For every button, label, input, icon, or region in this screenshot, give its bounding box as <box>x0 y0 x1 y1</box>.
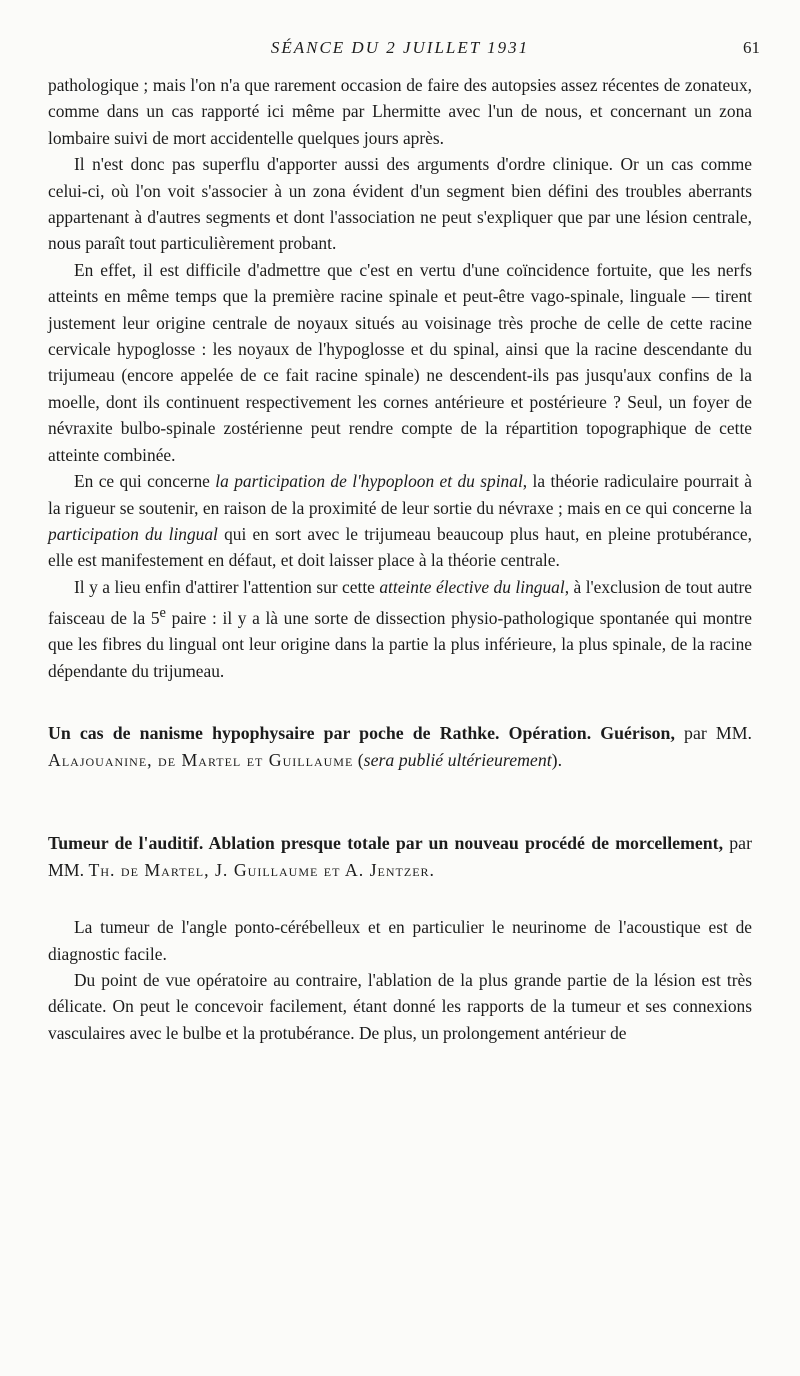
paragraph-continued: pathologique ; mais l'on n'a que rarement occasion de faire des autopsies assez récentes de zonateux, comme dans un cas rapporté ici même par Lhermitte avec l'un de nous, et concernant un zona lombaire suivi de mort accidentelle quelques jours après. <box>48 75 752 148</box>
text-run: , à l'exclusion de tout autre faisceau de la 5 <box>48 576 752 628</box>
running-title: SÉANCE DU 2 JUILLET 1931 <box>270 38 530 57</box>
section-authors: Alajouanine, de Martel et Guillaume <box>48 750 354 771</box>
paragraph-diagnosis: La tumeur de l'angle ponto-cérébelleux et en particulier le neurinome de l'acoustique est de diagnostic facile. <box>48 917 752 964</box>
page-number: 61 <box>743 38 760 57</box>
paragraph-clinical-arguments: Il n'est donc pas superflu d'apporter aussi des arguments d'ordre clinique. Or un cas comme celui-ci, où l'on voit s'associer à un zona évident d'un segment bien défini des troubles aberrants appartenant à d'autres segments et dont l'association ne peut s'expliquer que par une lésion centrale, nous paraît tout particulièrement probant. <box>48 154 752 254</box>
paragraph-lingual <box>48 574 752 684</box>
note-close: ). <box>551 750 563 771</box>
section-title-nanisme <box>48 720 752 774</box>
text-run: qui en sort avec le trijumeau beaucoup plus haut, en pleine protubérance, elle est manifestement en défaut, et doit laisser place à la théorie centrale. <box>48 523 752 571</box>
running-head <box>48 38 760 72</box>
section-authors: Th. de Martel, J. Guillaume et A. Jentzer. <box>88 860 435 881</box>
section-note: sera publié ultérieurement <box>363 750 552 771</box>
italic-phrase: atteinte élective du lingual <box>379 576 565 597</box>
spacer <box>48 774 752 830</box>
italic-phrase: la participation de l'hypoploon et du spinal <box>215 471 523 492</box>
paragraph-nuclei: En effet, il est difficile d'admettre que c'est en vertu d'une coïncidence fortuite, que les nerfs atteints en même temps que la première racine spinale et peut-être vago-spinale, linguale — tirent justement leur origine centrale de noyaux situés au voisinage très proche de celle de cette racine cervicale hypoglosse : les noyaux de l'hypoglosse et du spinal, ainsi que la racine descendante du trijumeau (encore appelée de ce fait racine spinale) ne descendent-ils pas jusqu'aux confins de la moelle, dont ils continuent respectivement les cornes antérieure et postérieure ? Seul, un foyer de névraxite bulbo-spinale zostérienne peut rendre compte de la répartition topographique de cette atteinte combinée. <box>48 259 752 465</box>
spacer <box>48 684 752 720</box>
paragraph-radicular-theory <box>48 468 752 574</box>
text-run: , la théorie radiculaire pourrait à la rigueur se soutenir, en raison de la proximité de leur sortie du névraxe ; mais en ce qui concerne la <box>48 471 752 518</box>
text-run: En ce qui concerne <box>74 471 216 492</box>
paragraph-operative: Du point de vue opératoire au contraire, l'ablation de la plus grande partie de la lésion est très délicate. On peut le concevoir facilement, étant donné les rapports de la tumeur et ses connexions vasculaires avec le bulbe et la protubérance. De plus, un prolongement antérieur de <box>48 969 752 1043</box>
page <box>48 38 760 1046</box>
italic-phrase: participation du lingual <box>48 523 218 544</box>
text-run: paire : il y a là une sorte de dissection physio-pathologique spontanée qui montre que les fibres du lingual ont leur origine dans la partie la plus inférieure, la plus spinale, de la racine dépendante du trijumeau. <box>48 607 752 681</box>
section-title-tumeur <box>48 830 752 884</box>
superscript: e <box>159 605 166 622</box>
spacer <box>48 884 752 914</box>
note-open: ( <box>353 750 364 771</box>
section-par: par MM. <box>48 833 752 881</box>
section-par: par MM. <box>674 723 752 744</box>
section-title-text: Tumeur de l'auditif. Ablation presque totale par un nouveau procédé de morcellement, <box>48 833 724 854</box>
text-run: Il y a lieu enfin d'attirer l'attention sur cette <box>74 576 380 597</box>
section-title-text: Un cas de nanisme hypophysaire par poche de Rathke. Opération. Guérison, <box>48 723 675 744</box>
